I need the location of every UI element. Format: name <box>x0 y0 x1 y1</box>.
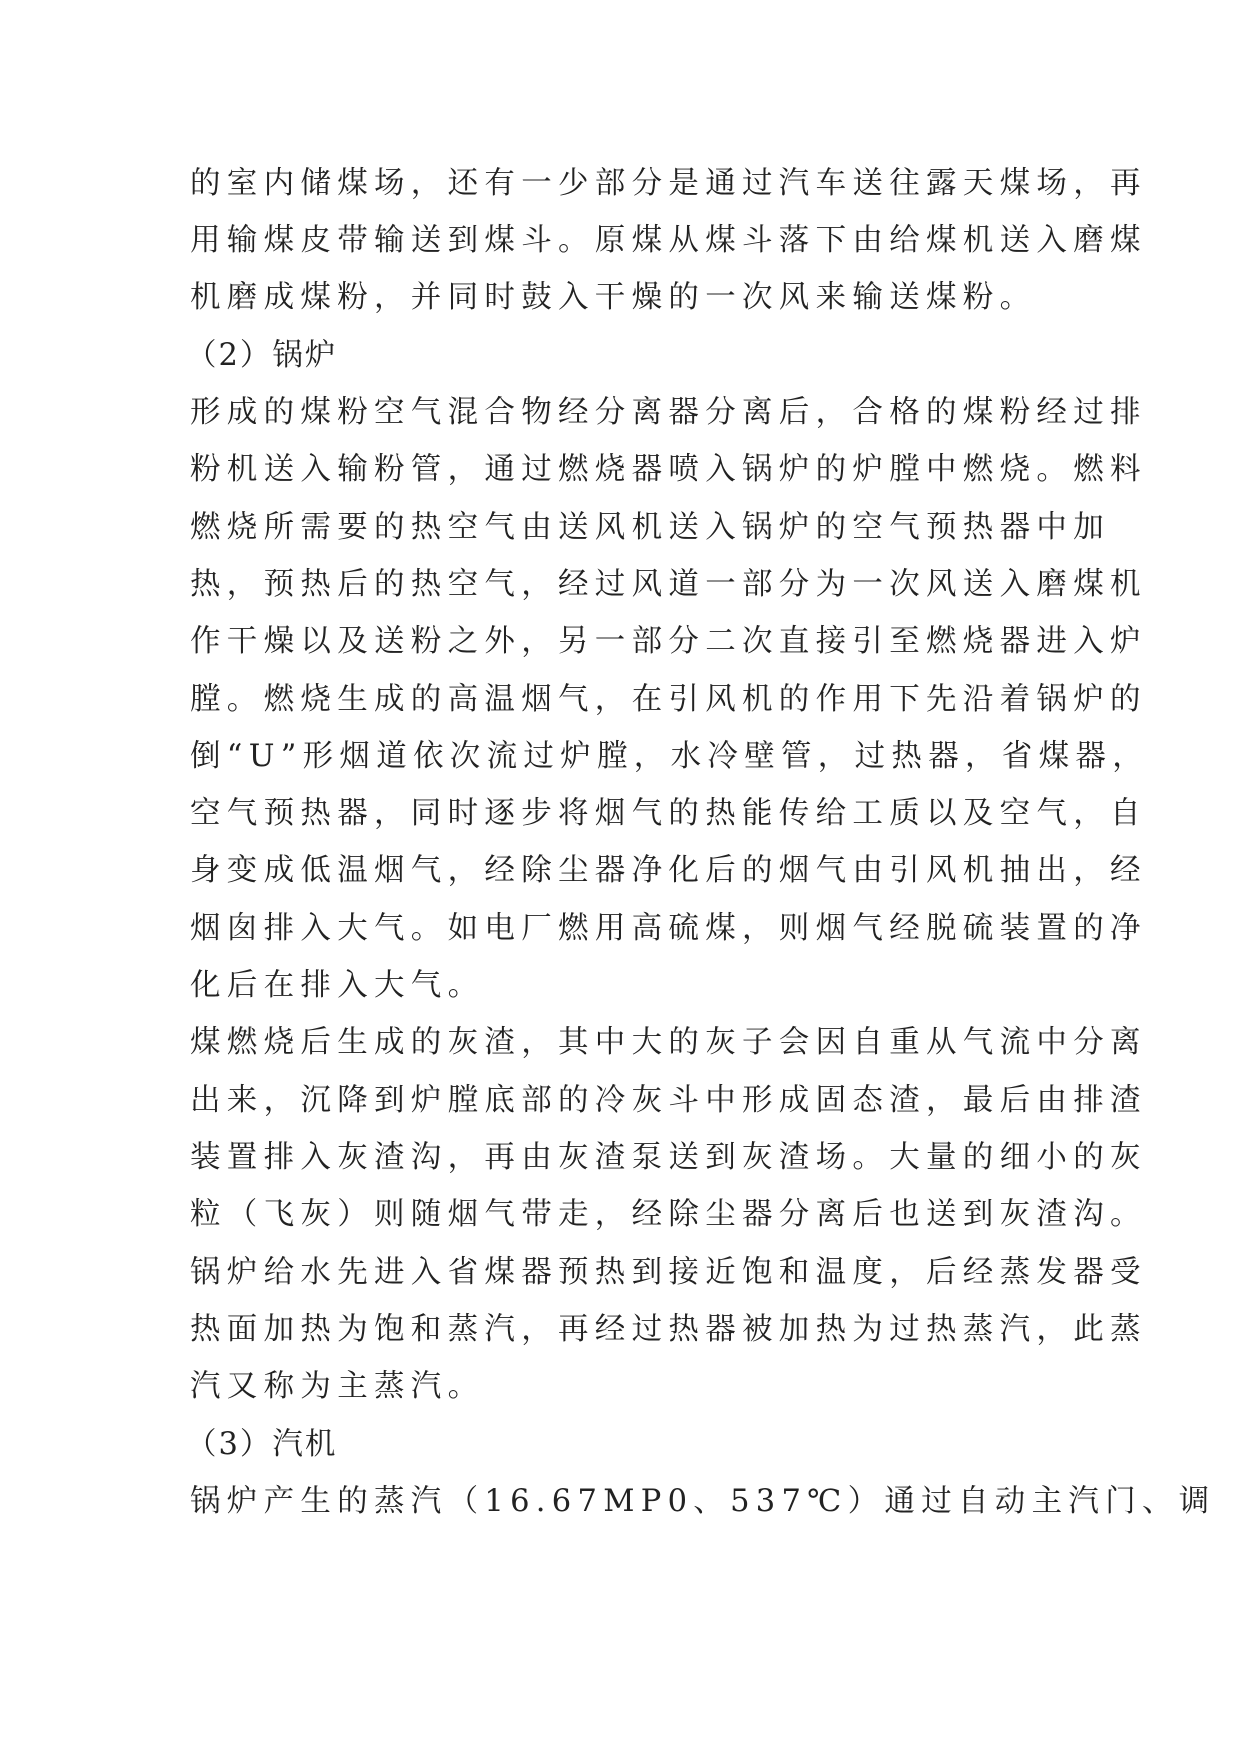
text-line: 煤燃烧后生成的灰渣，其中大的灰子会因自重从气流中分离 <box>190 1025 1147 1060</box>
text-line: 锅炉给水先进入省煤器预热到接近饱和温度，后经蒸发器受 <box>190 1255 1147 1290</box>
text-line: 作干燥以及送粉之外，另一部分二次直接引至燃烧器进入炉 <box>190 624 1147 659</box>
text-line: 热面加热为饱和蒸汽，再经过热器被加热为过热蒸汽，此蒸 <box>190 1312 1147 1347</box>
text-line: 机磨成煤粉，并同时鼓入干燥的一次风来输送煤粉。 <box>190 280 1037 315</box>
text-line: 粉机送入输粉管，通过燃烧器喷入锅炉的炉膛中燃烧。燃料 <box>190 452 1147 487</box>
text-line: 用输煤皮带输送到煤斗。原煤从煤斗落下由给煤机送入磨煤 <box>190 223 1147 258</box>
text-line: 燃烧所需要的热空气由送风机送入锅炉的空气预热器中加 <box>190 510 1110 545</box>
text-line: 空气预热器，同时逐步将烟气的热能传给工质以及空气，自 <box>190 796 1147 831</box>
text-line: 烟囱排入大气。如电厂燃用高硫煤，则烟气经脱硫装置的净 <box>190 911 1147 946</box>
text-line: 装置排入灰渣沟，再由灰渣泵送到灰渣场。大量的细小的灰 <box>190 1140 1147 1175</box>
text-line: 热，预热后的热空气，经过风道一部分为一次风送入磨煤机 <box>190 567 1147 602</box>
section-heading: （3）汽机 <box>186 1427 338 1462</box>
text-line: 化后在排入大气。 <box>190 968 485 1003</box>
section-heading: （2）锅炉 <box>186 338 338 373</box>
text-line: 膛。燃烧生成的高温烟气，在引风机的作用下先沿着锅炉的 <box>190 682 1147 717</box>
text-line: 汽又称为主蒸汽。 <box>190 1369 485 1404</box>
text-line: 形成的煤粉空气混合物经分离器分离后，合格的煤粉经过排 <box>190 395 1147 430</box>
text-line: 锅炉产生的蒸汽（16.67MP0、537℃）通过自动主汽门、调 <box>190 1484 1216 1519</box>
text-line: 粒（飞灰）则随烟气带走，经除尘器分离后也送到灰渣沟。 <box>190 1197 1147 1232</box>
text-line: 的室内储煤场，还有一少部分是通过汽车送往露天煤场，再 <box>190 166 1147 201</box>
text-line: 倒“U”形烟道依次流过炉膛，水冷壁管，过热器，省煤器， <box>190 739 1149 774</box>
text-line: 出来，沉降到炉膛底部的冷灰斗中形成固态渣，最后由排渣 <box>190 1083 1147 1118</box>
text-line: 身变成低温烟气，经除尘器净化后的烟气由引风机抽出，经 <box>190 853 1147 888</box>
